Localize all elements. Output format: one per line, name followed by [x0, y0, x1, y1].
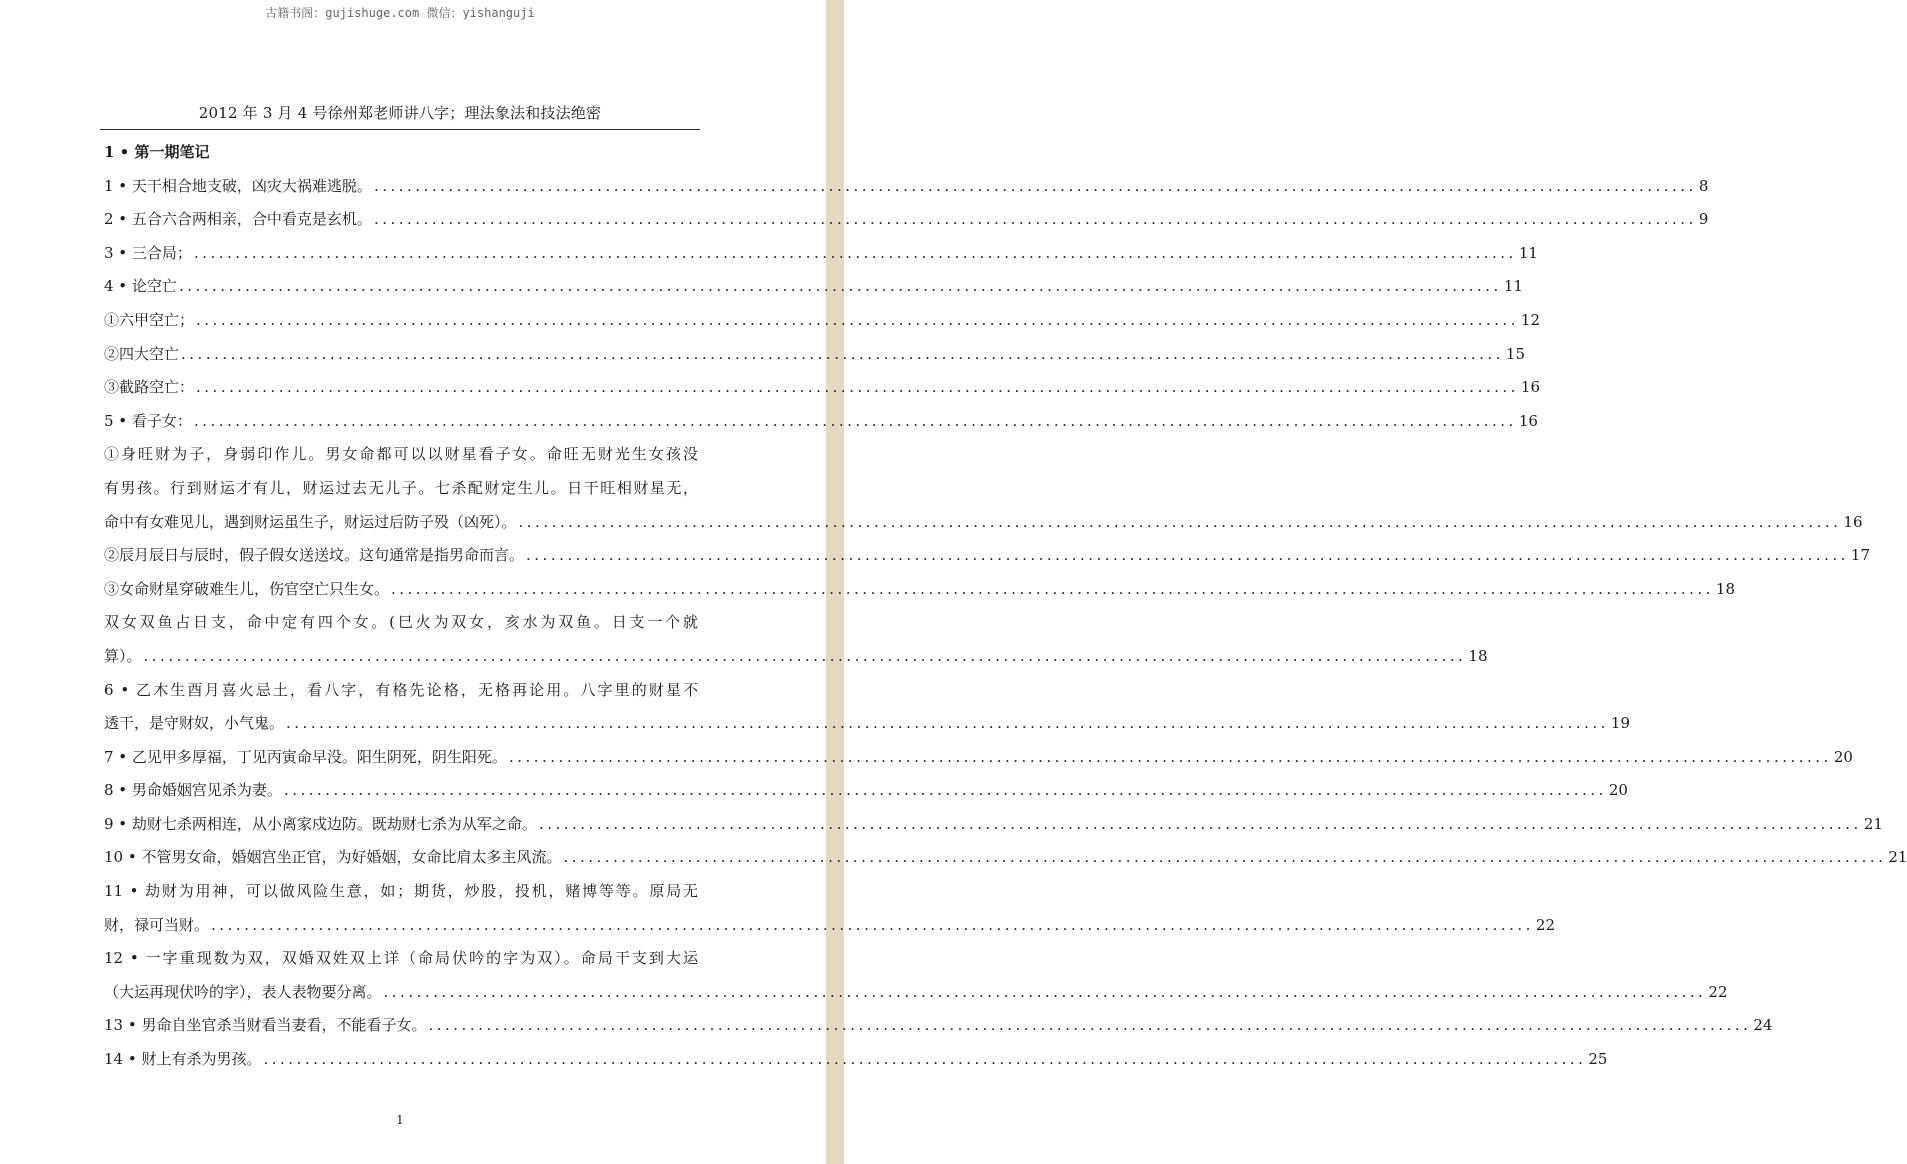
- toc-entry-row: [104, 573, 1735, 607]
- toc-entry[interactable]: [104, 304, 1540, 338]
- dot-leader: ................................................................................................................................................................: [193, 243, 1517, 262]
- document-title: 2012 年 3 月 4 号徐州郑老师讲八字；理法象法和技法绝密: [198, 104, 602, 122]
- toc-entry-page-number: 22: [1708, 982, 1728, 1001]
- dot-leader: ................................................................................................................................................................: [373, 210, 1697, 229]
- toc-entry-text-line: 6 • 乙木生酉月喜火忌土，看八字，有格先论格，无格再论用。八字里的财星不: [104, 680, 698, 699]
- toc-entry-row: [104, 741, 1853, 775]
- title-underline: [100, 129, 700, 130]
- toc-entry-text-line: 12 • 一字重现数为双，双婚双姓双上详（命局伏吟的字为双）。命局干支到大运: [104, 949, 698, 968]
- dot-leader: ................................................................................................................................................................: [178, 277, 1502, 296]
- toc-entry-title: ③女命财星穿破难生儿，伤官空亡只生女。: [104, 579, 390, 598]
- toc-entry-text-line: 有男孩。行到财运才有儿，财运过去无儿子。七杀配财定生儿。日干旺相财星无，: [104, 478, 698, 497]
- toc-entry-title: 3 • 三合局；: [104, 243, 192, 262]
- toc-entry-title: 1 • 天干相合地支破，凶灾大祸难逃脱。: [104, 176, 372, 195]
- toc-entry-row: [104, 774, 1628, 808]
- toc-entry-row: [104, 808, 1883, 842]
- toc-entry[interactable]: [104, 808, 1883, 842]
- toc-entry-page-number: 8: [1698, 176, 1709, 195]
- toc-entries: [104, 170, 1907, 1077]
- toc-entry[interactable]: [104, 371, 1540, 405]
- toc-entry-title: 14 • 财上有杀为男孩。: [104, 1050, 262, 1069]
- dot-leader: ................................................................................................................................................................: [211, 915, 1534, 934]
- section-heading: 1 • 第一期笔记: [104, 143, 210, 161]
- toc-entry-title: ③截路空亡：: [104, 378, 195, 397]
- dot-leader: ................................................................................................................................................................: [563, 848, 1887, 867]
- toc-entry[interactable]: [104, 203, 1709, 237]
- toc-entry-page-number: 18: [1468, 646, 1488, 665]
- toc-entry-text-line: 11 • 劫财为用神，可以做风险生意，如；期货，炒股，投机，赌博等等。原局无: [104, 882, 698, 901]
- table-of-contents: [104, 136, 1907, 1077]
- toc-entry-row: [104, 170, 1709, 204]
- toc-entry-page-number: 22: [1535, 915, 1555, 934]
- toc-entry-title: 财，禄可当财。: [104, 915, 210, 934]
- toc-entry-title: 算）。: [104, 646, 142, 665]
- toc-entry-title: 10 • 不管男女命，婚姻宫坐正官，为好婚姻，女命比肩太多主风流。: [104, 848, 562, 867]
- toc-entry-title: ②四大空亡: [104, 344, 180, 363]
- toc-entry-page-number: 11: [1503, 277, 1523, 296]
- dot-leader: ................................................................................................................................................................: [373, 176, 1697, 195]
- toc-entry[interactable]: [104, 270, 1523, 304]
- toc-entry-row: [104, 1009, 1773, 1043]
- dot-leader: ................................................................................................................................................................: [508, 747, 1832, 766]
- toc-entry-page-number: 18: [1715, 579, 1735, 598]
- toc-entry-row: [104, 841, 1907, 875]
- toc-entry-row: [104, 237, 1538, 271]
- toc-entry-page-number: 24: [1753, 1016, 1773, 1035]
- dot-leader: ................................................................................................................................................................: [196, 310, 1519, 329]
- toc-entry-title: 5 • 看子女：: [104, 411, 192, 430]
- toc-entry-row: [104, 707, 1630, 741]
- toc-entry-page-number: 9: [1698, 210, 1709, 229]
- toc-entry-title: 9 • 劫财七杀两相连，从小离家戍边防。既劫财七杀为从军之命。: [104, 814, 537, 833]
- dot-leader: ................................................................................................................................................................: [143, 646, 1467, 665]
- toc-entry-row: [104, 270, 1523, 304]
- toc-entry[interactable]: [104, 573, 1735, 607]
- toc-entry[interactable]: [104, 774, 1628, 808]
- toc-entry[interactable]: [104, 1043, 1608, 1077]
- toc-entry[interactable]: [104, 405, 1538, 439]
- toc-entry-title: 4 • 论空亡: [104, 277, 177, 296]
- dot-leader: ................................................................................................................................................................: [383, 982, 1707, 1001]
- toc-entry-text-line: ①身旺财为子，身弱印作儿。男女命都可以以财星看子女。命旺无财光生女孩没: [104, 445, 698, 464]
- dot-leader: ................................................................................................................................................................: [196, 378, 1519, 397]
- toc-entry-page-number: 21: [1863, 814, 1883, 833]
- toc-entry-title: 透干，是守财奴，小气鬼。: [104, 714, 285, 733]
- dot-leader: ................................................................................................................................................................: [538, 814, 1862, 833]
- dot-leader: ................................................................................................................................................................: [428, 1016, 1752, 1035]
- toc-entry[interactable]: [104, 539, 1870, 573]
- toc-entry-page-number: 20: [1608, 781, 1628, 800]
- toc-entry-page-number: 12: [1520, 310, 1540, 329]
- toc-entry-row: [104, 539, 1870, 573]
- dot-leader: ................................................................................................................................................................: [391, 579, 1714, 598]
- dot-leader: ................................................................................................................................................................: [181, 344, 1504, 363]
- toc-entry-page-number: 16: [1843, 512, 1863, 531]
- toc-entry-page-number: 11: [1518, 243, 1538, 262]
- toc-entry-title: 2 • 五合六合两相亲，合中看克是玄机。: [104, 210, 372, 229]
- toc-entry-title: ①六甲空亡；: [104, 310, 195, 329]
- toc-entry-page-number: 15: [1505, 344, 1525, 363]
- toc-entry[interactable]: [104, 1009, 1773, 1043]
- dot-leader: ................................................................................................................................................................: [193, 411, 1517, 430]
- toc-entry-row: [104, 976, 1728, 1010]
- toc-entry-row: [104, 203, 1709, 237]
- toc-entry-title: （大运再现伏吟的字），表人表物要分离。: [104, 982, 382, 1001]
- toc-entry-row: [104, 640, 1488, 674]
- dot-leader: ................................................................................................................................................................: [263, 1050, 1587, 1069]
- toc-entry[interactable]: [104, 438, 1863, 539]
- dot-leader: ................................................................................................................................................................: [283, 781, 1607, 800]
- toc-entry[interactable]: [104, 170, 1709, 204]
- page-number: 1: [396, 1113, 404, 1127]
- toc-entry[interactable]: [104, 875, 1555, 942]
- toc-entry[interactable]: [104, 338, 1525, 372]
- toc-entry-title: 8 • 男命婚姻宫见杀为妻。: [104, 781, 282, 800]
- watermark-header: 古籍书阁：gujishuge.com 微信：yishanguji: [265, 6, 535, 20]
- toc-entry-page-number: 25: [1588, 1050, 1608, 1069]
- toc-entry[interactable]: [104, 606, 1488, 673]
- toc-entry-row: [104, 909, 1555, 943]
- toc-entry-page-number: 16: [1520, 378, 1540, 397]
- toc-entry-row: [104, 1043, 1608, 1077]
- toc-entry-row: [104, 304, 1540, 338]
- toc-entry-title: 13 • 男命自坐官杀当财看当妻看，不能看子女。: [104, 1016, 427, 1035]
- toc-entry[interactable]: [104, 741, 1853, 775]
- dot-leader: ................................................................................................................................................................: [286, 714, 1609, 733]
- toc-entry-title: 命中有女难见儿，遇到财运虽生子，财运过后防子殁（凶死）。: [104, 512, 517, 531]
- toc-entry-page-number: 17: [1850, 546, 1870, 565]
- toc-entry-row: [104, 371, 1540, 405]
- toc-entry[interactable]: [104, 674, 1630, 741]
- toc-entry-row: [104, 338, 1525, 372]
- dot-leader: ................................................................................................................................................................: [526, 546, 1849, 565]
- dot-leader: ................................................................................................................................................................: [518, 512, 1842, 531]
- toc-entry[interactable]: [104, 841, 1907, 875]
- toc-entry-page-number: 16: [1518, 411, 1538, 430]
- toc-entry-text-line: 双女双鱼占日支，命中定有四个女。(巳火为双女，亥水为双鱼。日支一个就: [104, 613, 698, 632]
- toc-entry-page-number: 19: [1610, 714, 1630, 733]
- toc-entry-row: [104, 405, 1538, 439]
- toc-entry-page-number: 20: [1833, 747, 1853, 766]
- toc-entry[interactable]: [104, 237, 1538, 271]
- toc-entry-row: [104, 506, 1863, 540]
- toc-entry-title: 7 • 乙见甲多厚福，丁见丙寅命早没。阳生阴死，阴生阳死。: [104, 747, 507, 766]
- toc-entry-title: ②辰月辰日与辰时，假子假女送送坟。这句通常是指男命而言。: [104, 546, 525, 565]
- toc-entry-page-number: 21: [1888, 848, 1907, 867]
- toc-entry[interactable]: [104, 942, 1728, 1009]
